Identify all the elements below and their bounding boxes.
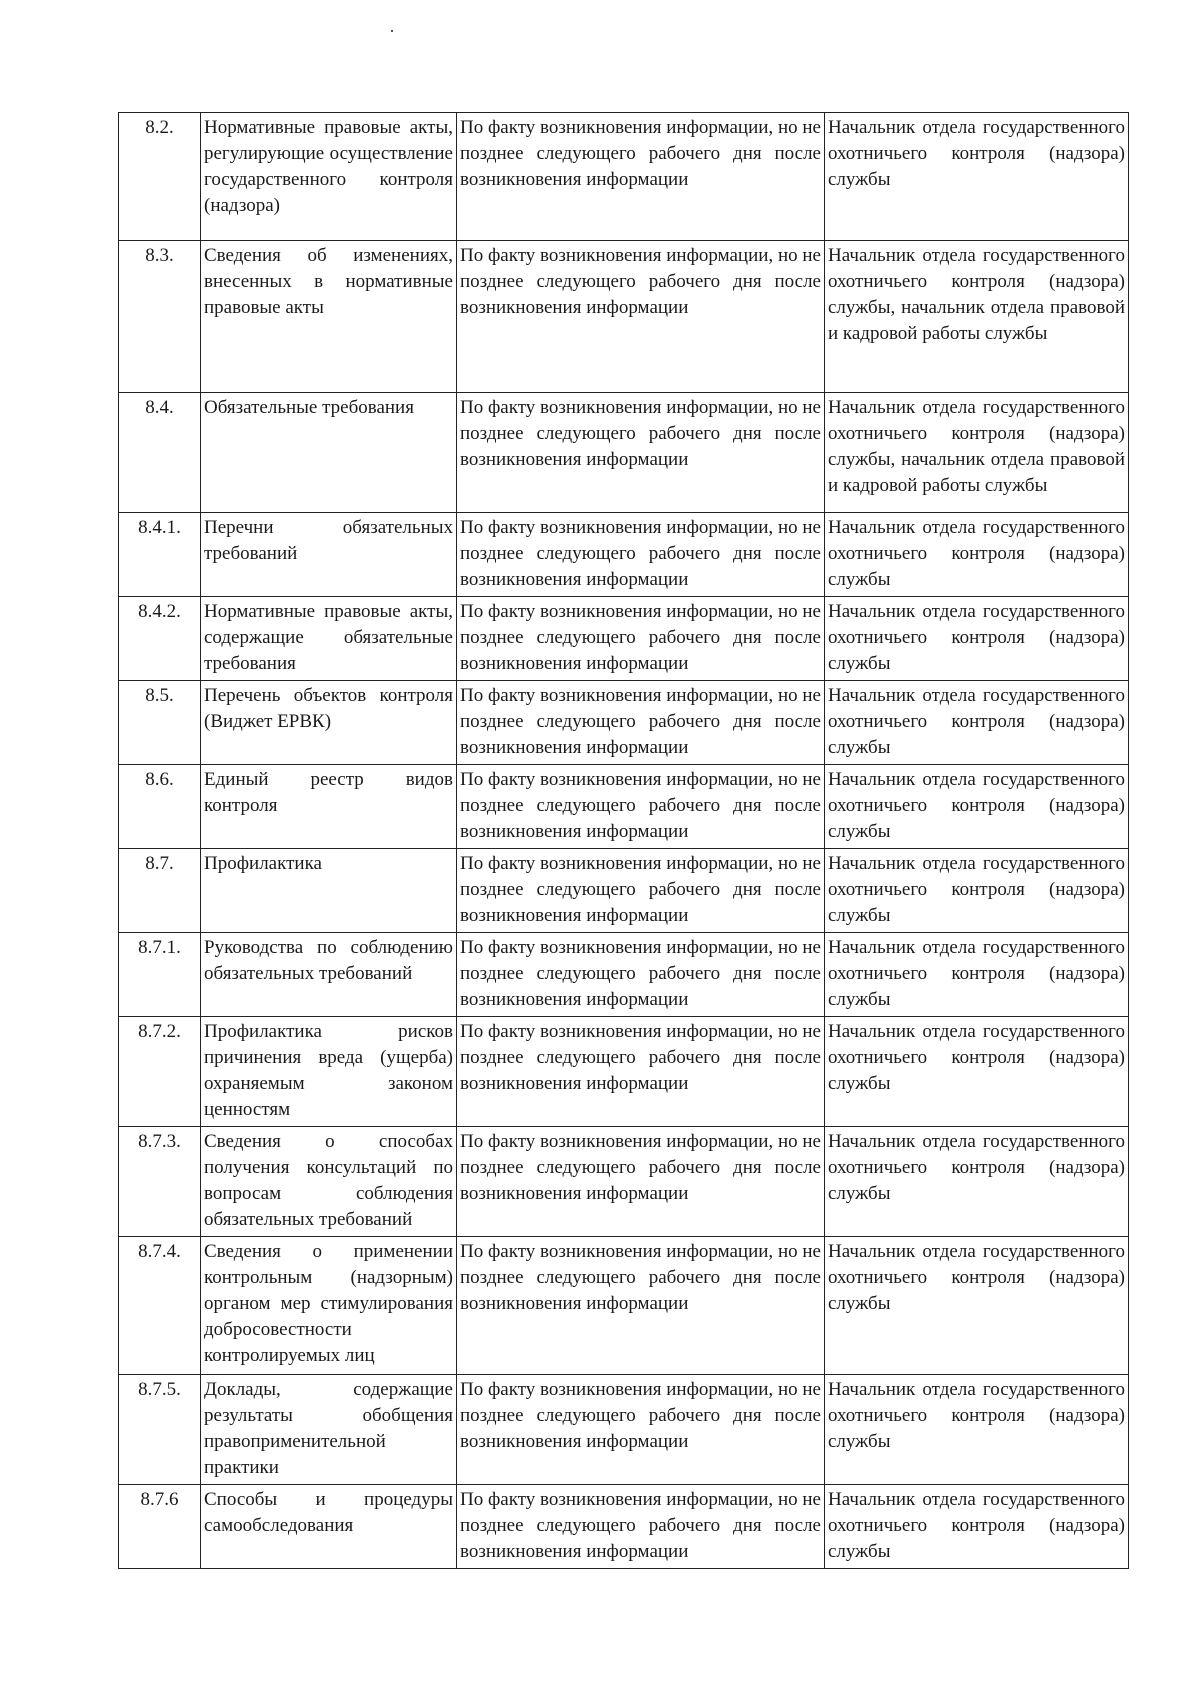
row-deadline: По факту возникновения информации, но не позднее следующего рабочего дня после возникновения информации <box>457 1237 825 1375</box>
table-body <box>119 113 1129 1569</box>
row-section-name: Способы и процедуры самообследования <box>201 1485 457 1569</box>
row-deadline: По факту возникновения информации, но не позднее следующего рабочего дня после возникновения информации <box>457 681 825 765</box>
row-deadline: По факту возникновения информации, но не позднее следующего рабочего дня после возникновения информации <box>457 513 825 597</box>
row-deadline: По факту возникновения информации, но не позднее следующего рабочего дня после возникновения информации <box>457 765 825 849</box>
row-deadline: По факту возникновения информации, но не позднее следующего рабочего дня после возникновения информации <box>457 1485 825 1569</box>
row-section-name: Профилактика <box>201 849 457 933</box>
row-section-name: Руководства по соблюдению обязательных требований <box>201 933 457 1017</box>
row-section-name: Обязательные требования <box>201 393 457 513</box>
table-row <box>119 513 1129 597</box>
row-number: 8.5. <box>119 681 201 765</box>
table-row <box>119 1127 1129 1237</box>
row-responsible: Начальник отдела государственного охотничьего контроля (надзора) службы <box>825 1485 1129 1569</box>
row-deadline: По факту возникновения информации, но не позднее следующего рабочего дня после возникновения информации <box>457 1017 825 1127</box>
row-number: 8.2. <box>119 113 201 241</box>
row-deadline: По факту возникновения информации, но не позднее следующего рабочего дня после возникновения информации <box>457 113 825 241</box>
row-section-name: Доклады, содержащие результаты обобщения правоприменительной практики <box>201 1375 457 1485</box>
scan-speck <box>391 30 393 32</box>
row-number: 8.7.6 <box>119 1485 201 1569</box>
row-section-name: Перечни обязательных требований <box>201 513 457 597</box>
row-responsible: Начальник отдела государственного охотничьего контроля (надзора) службы <box>825 1127 1129 1237</box>
row-responsible: Начальник отдела государственного охотничьего контроля (надзора) службы <box>825 849 1129 933</box>
publication-schedule-table <box>118 112 1129 1569</box>
row-section-name: Сведения об изменениях, внесенных в нормативные правовые акты <box>201 241 457 393</box>
table-row <box>119 597 1129 681</box>
row-number: 8.7.3. <box>119 1127 201 1237</box>
row-deadline: По факту возникновения информации, но не позднее следующего рабочего дня после возникновения информации <box>457 933 825 1017</box>
row-number: 8.6. <box>119 765 201 849</box>
table-row <box>119 849 1129 933</box>
row-section-name: Сведения о способах получения консультаций по вопросам соблюдения обязательных требований <box>201 1127 457 1237</box>
table-row <box>119 1485 1129 1569</box>
row-number: 8.7.5. <box>119 1375 201 1485</box>
row-section-name: Нормативные правовые акты, содержащие обязательные требования <box>201 597 457 681</box>
row-responsible: Начальник отдела государственного охотничьего контроля (надзора) службы <box>825 765 1129 849</box>
table-row <box>119 241 1129 393</box>
row-section-name: Профилактика рисков причинения вреда (ущерба) охраняемым законом ценностям <box>201 1017 457 1127</box>
row-number: 8.7. <box>119 849 201 933</box>
row-number: 8.4.2. <box>119 597 201 681</box>
row-section-name: Единый реестр видов контроля <box>201 765 457 849</box>
table-row <box>119 765 1129 849</box>
row-responsible: Начальник отдела государственного охотничьего контроля (надзора) службы, начальник отдела правовой и кадровой работы службы <box>825 241 1129 393</box>
row-deadline: По факту возникновения информации, но не позднее следующего рабочего дня после возникновения информации <box>457 1127 825 1237</box>
table-row <box>119 1375 1129 1485</box>
table-row <box>119 1237 1129 1375</box>
table-row <box>119 393 1129 513</box>
row-deadline: По факту возникновения информации, но не позднее следующего рабочего дня после возникновения информации <box>457 241 825 393</box>
row-responsible: Начальник отдела государственного охотничьего контроля (надзора) службы <box>825 597 1129 681</box>
row-responsible: Начальник отдела государственного охотничьего контроля (надзора) службы <box>825 113 1129 241</box>
row-responsible: Начальник отдела государственного охотничьего контроля (надзора) службы <box>825 933 1129 1017</box>
row-responsible: Начальник отдела государственного охотничьего контроля (надзора) службы, начальник отдела правовой и кадровой работы службы <box>825 393 1129 513</box>
row-section-name: Сведения о применении контрольным (надзорным) органом мер стимулирования добросовестности контролируемых лиц <box>201 1237 457 1375</box>
row-responsible: Начальник отдела государственного охотничьего контроля (надзора) службы <box>825 681 1129 765</box>
row-responsible: Начальник отдела государственного охотничьего контроля (надзора) службы <box>825 513 1129 597</box>
row-number: 8.7.4. <box>119 1237 201 1375</box>
row-number: 8.7.2. <box>119 1017 201 1127</box>
row-number: 8.3. <box>119 241 201 393</box>
row-responsible: Начальник отдела государственного охотничьего контроля (надзора) службы <box>825 1375 1129 1485</box>
row-number: 8.4.1. <box>119 513 201 597</box>
table-row <box>119 681 1129 765</box>
row-number: 8.7.1. <box>119 933 201 1017</box>
row-deadline: По факту возникновения информации, но не позднее следующего рабочего дня после возникновения информации <box>457 393 825 513</box>
row-number: 8.4. <box>119 393 201 513</box>
table-row <box>119 113 1129 241</box>
row-section-name: Перечень объектов контроля (Виджет ЕРВК) <box>201 681 457 765</box>
row-deadline: По факту возникновения информации, но не позднее следующего рабочего дня после возникновения информации <box>457 849 825 933</box>
table-row <box>119 933 1129 1017</box>
row-responsible: Начальник отдела государственного охотничьего контроля (надзора) службы <box>825 1237 1129 1375</box>
table-row <box>119 1017 1129 1127</box>
row-section-name: Нормативные правовые акты, регулирующие осуществление государственного контроля (надзора) <box>201 113 457 241</box>
row-deadline: По факту возникновения информации, но не позднее следующего рабочего дня после возникновения информации <box>457 1375 825 1485</box>
row-deadline: По факту возникновения информации, но не позднее следующего рабочего дня после возникновения информации <box>457 597 825 681</box>
row-responsible: Начальник отдела государственного охотничьего контроля (надзора) службы <box>825 1017 1129 1127</box>
